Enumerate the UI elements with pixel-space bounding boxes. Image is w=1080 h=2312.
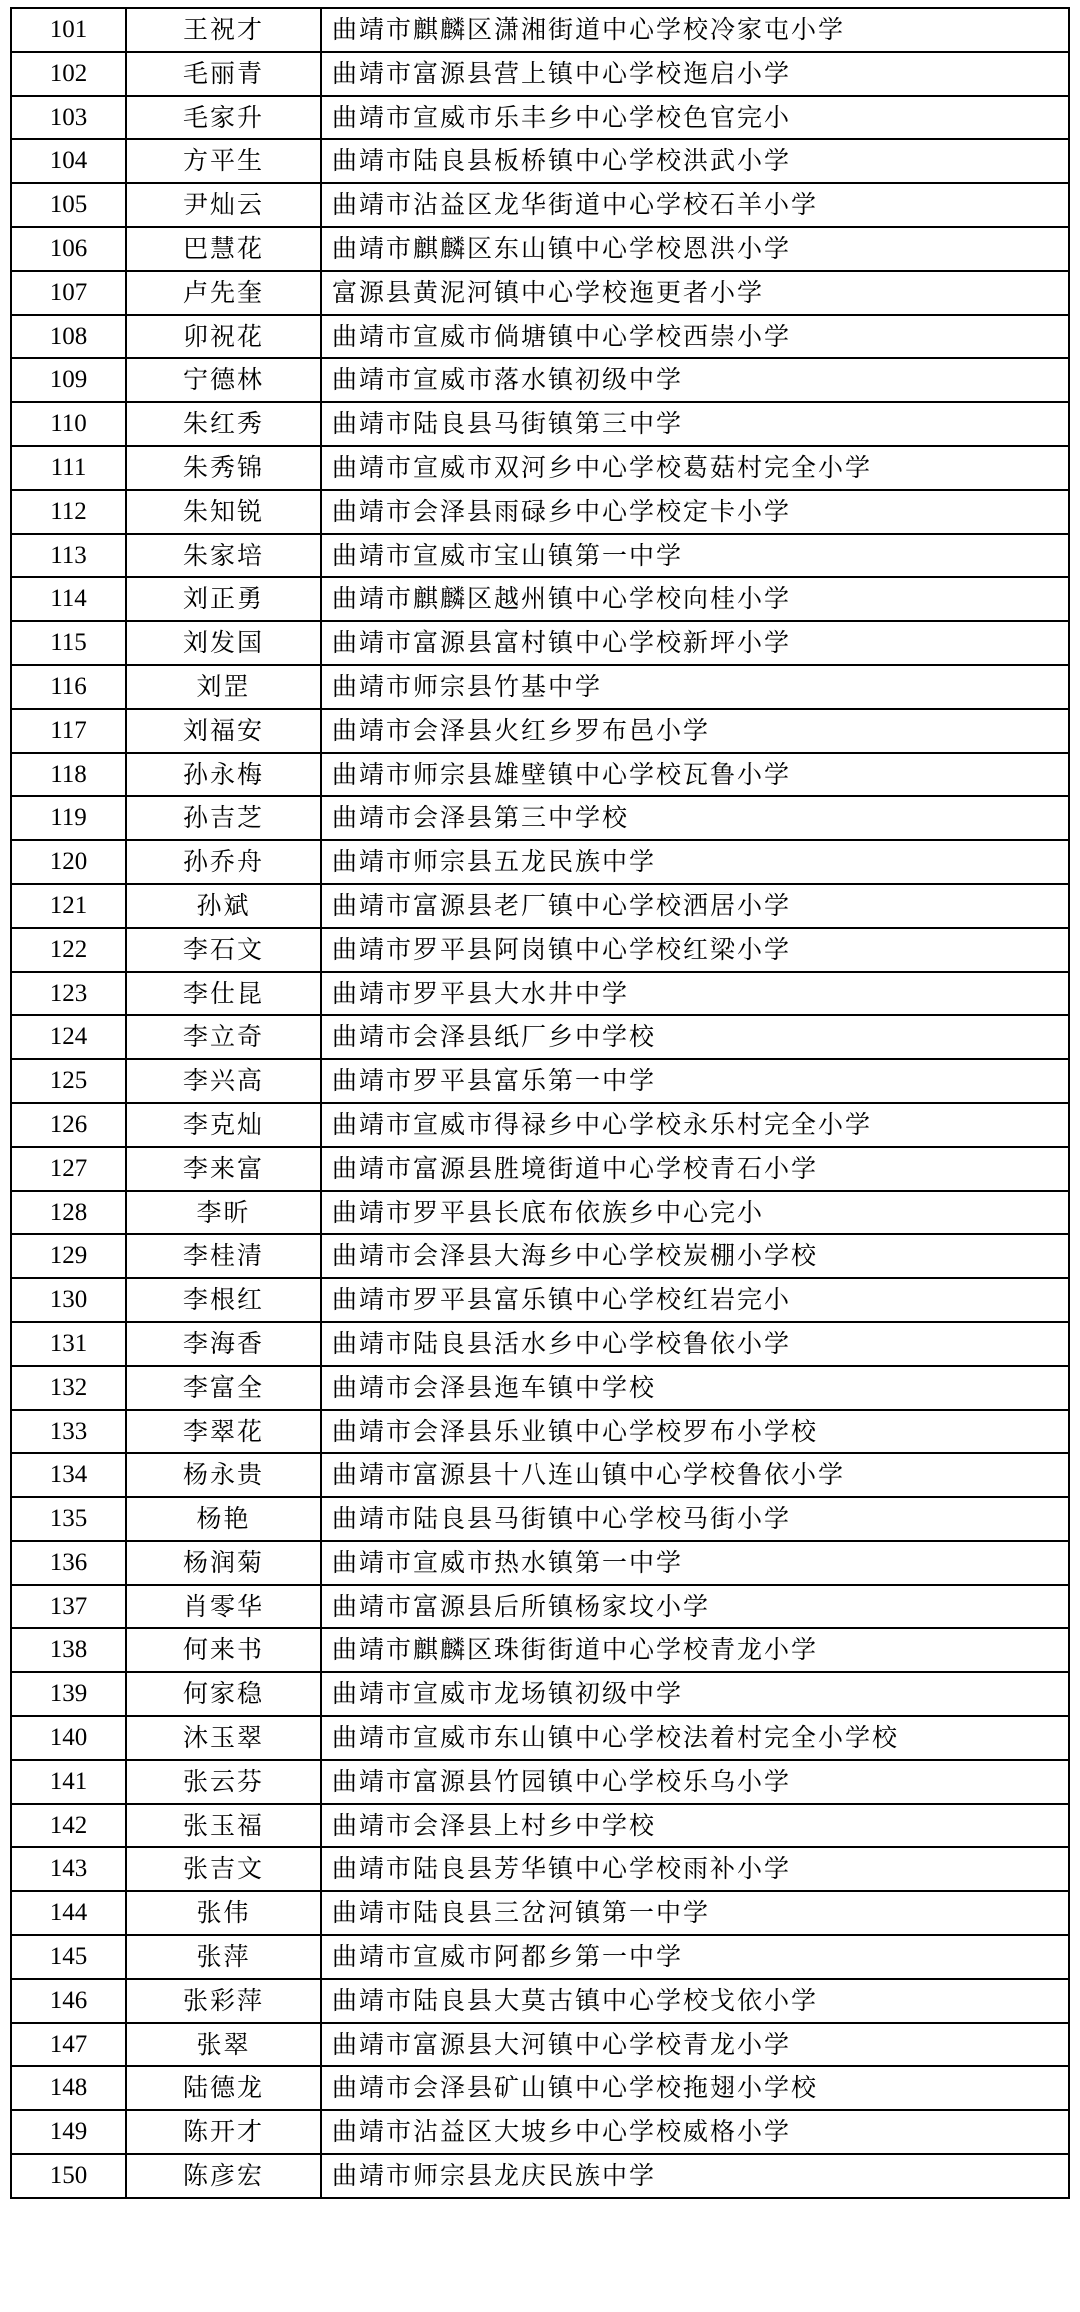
person-name: 张萍 xyxy=(126,1935,321,1979)
school-name: 曲靖市陆良县大莫古镇中心学校戈依小学 xyxy=(321,1979,1069,2023)
school-name: 富源县黄泥河镇中心学校迤更者小学 xyxy=(321,271,1069,315)
school-name: 曲靖市宣威市乐丰乡中心学校色官完小 xyxy=(321,96,1069,140)
table-row xyxy=(11,2154,1069,2198)
person-name: 何家稳 xyxy=(126,1672,321,1716)
person-name: 张伟 xyxy=(126,1891,321,1935)
row-number: 103 xyxy=(11,96,126,140)
person-name: 李翠花 xyxy=(126,1410,321,1454)
row-number: 114 xyxy=(11,577,126,621)
person-name: 张云芬 xyxy=(126,1760,321,1804)
school-name: 曲靖市富源县富村镇中心学校新坪小学 xyxy=(321,621,1069,665)
row-number: 127 xyxy=(11,1147,126,1191)
table-row xyxy=(11,2066,1069,2110)
person-name: 李富全 xyxy=(126,1366,321,1410)
table-row xyxy=(11,1891,1069,1935)
row-number: 137 xyxy=(11,1585,126,1629)
person-name: 宁德林 xyxy=(126,358,321,402)
table-row xyxy=(11,972,1069,1016)
table-row xyxy=(11,2023,1069,2067)
school-name: 曲靖市会泽县上村乡中学校 xyxy=(321,1804,1069,1848)
table-row xyxy=(11,1935,1069,1979)
row-number: 131 xyxy=(11,1322,126,1366)
table-row xyxy=(11,96,1069,140)
school-name: 曲靖市宣威市宝山镇第一中学 xyxy=(321,534,1069,578)
person-name: 毛家升 xyxy=(126,96,321,140)
row-number: 101 xyxy=(11,8,126,52)
row-number: 120 xyxy=(11,840,126,884)
table-row xyxy=(11,1453,1069,1497)
row-number: 107 xyxy=(11,271,126,315)
person-name: 李根红 xyxy=(126,1278,321,1322)
table-row xyxy=(11,183,1069,227)
table-row xyxy=(11,1410,1069,1454)
table-row xyxy=(11,2110,1069,2154)
person-name: 卯祝花 xyxy=(126,315,321,359)
table-row xyxy=(11,1191,1069,1235)
row-number: 113 xyxy=(11,534,126,578)
school-name: 曲靖市会泽县纸厂乡中学校 xyxy=(321,1015,1069,1059)
school-name: 曲靖市会泽县雨碌乡中心学校定卡小学 xyxy=(321,490,1069,534)
person-name: 卢先奎 xyxy=(126,271,321,315)
table-row xyxy=(11,358,1069,402)
school-name: 曲靖市罗平县富乐镇中心学校红岩完小 xyxy=(321,1278,1069,1322)
person-name: 张吉文 xyxy=(126,1847,321,1891)
table-row xyxy=(11,1234,1069,1278)
row-number: 110 xyxy=(11,402,126,446)
school-name: 曲靖市富源县后所镇杨家坟小学 xyxy=(321,1585,1069,1629)
row-number: 109 xyxy=(11,358,126,402)
school-name: 曲靖市师宗县五龙民族中学 xyxy=(321,840,1069,884)
person-name: 李昕 xyxy=(126,1191,321,1235)
table-row xyxy=(11,1015,1069,1059)
school-name: 曲靖市宣威市落水镇初级中学 xyxy=(321,358,1069,402)
person-name: 李海香 xyxy=(126,1322,321,1366)
school-name: 曲靖市陆良县板桥镇中心学校洪武小学 xyxy=(321,139,1069,183)
table-row xyxy=(11,709,1069,753)
row-number: 126 xyxy=(11,1103,126,1147)
table-row xyxy=(11,402,1069,446)
table-row xyxy=(11,490,1069,534)
person-name: 张翠 xyxy=(126,2023,321,2067)
row-number: 144 xyxy=(11,1891,126,1935)
person-name: 沐玉翠 xyxy=(126,1716,321,1760)
row-number: 150 xyxy=(11,2154,126,2198)
roster-table xyxy=(10,7,1070,2199)
row-number: 136 xyxy=(11,1541,126,1585)
row-number: 134 xyxy=(11,1453,126,1497)
school-name: 曲靖市会泽县第三中学校 xyxy=(321,796,1069,840)
school-name: 曲靖市沾益区龙华街道中心学校石羊小学 xyxy=(321,183,1069,227)
person-name: 李仕昆 xyxy=(126,972,321,1016)
school-name: 曲靖市陆良县马街镇第三中学 xyxy=(321,402,1069,446)
table-row xyxy=(11,884,1069,928)
row-number: 118 xyxy=(11,753,126,797)
person-name: 李来富 xyxy=(126,1147,321,1191)
school-name: 曲靖市罗平县长底布依族乡中心完小 xyxy=(321,1191,1069,1235)
row-number: 143 xyxy=(11,1847,126,1891)
row-number: 104 xyxy=(11,139,126,183)
person-name: 方平生 xyxy=(126,139,321,183)
table-row xyxy=(11,1103,1069,1147)
table-row xyxy=(11,315,1069,359)
row-number: 106 xyxy=(11,227,126,271)
table-row xyxy=(11,52,1069,96)
table-row xyxy=(11,840,1069,884)
row-number: 112 xyxy=(11,490,126,534)
school-name: 曲靖市麒麟区珠街街道中心学校青龙小学 xyxy=(321,1628,1069,1672)
school-name: 曲靖市宣威市双河乡中心学校葛菇村完全小学 xyxy=(321,446,1069,490)
person-name: 朱知锐 xyxy=(126,490,321,534)
row-number: 139 xyxy=(11,1672,126,1716)
row-number: 142 xyxy=(11,1804,126,1848)
table-row xyxy=(11,1585,1069,1629)
table-row xyxy=(11,1760,1069,1804)
school-name: 曲靖市宣威市东山镇中心学校法着村完全小学校 xyxy=(321,1716,1069,1760)
person-name: 肖零华 xyxy=(126,1585,321,1629)
school-name: 曲靖市会泽县大海乡中心学校炭棚小学校 xyxy=(321,1234,1069,1278)
person-name: 王祝才 xyxy=(126,8,321,52)
person-name: 何来书 xyxy=(126,1628,321,1672)
school-name: 曲靖市麒麟区越州镇中心学校向桂小学 xyxy=(321,577,1069,621)
roster-table-container xyxy=(10,7,1070,2199)
row-number: 148 xyxy=(11,2066,126,2110)
school-name: 曲靖市宣威市龙场镇初级中学 xyxy=(321,1672,1069,1716)
table-row xyxy=(11,1541,1069,1585)
person-name: 杨永贵 xyxy=(126,1453,321,1497)
table-row xyxy=(11,534,1069,578)
row-number: 129 xyxy=(11,1234,126,1278)
person-name: 杨润菊 xyxy=(126,1541,321,1585)
row-number: 149 xyxy=(11,2110,126,2154)
row-number: 147 xyxy=(11,2023,126,2067)
table-row xyxy=(11,1979,1069,2023)
row-number: 111 xyxy=(11,446,126,490)
table-row xyxy=(11,621,1069,665)
table-row xyxy=(11,1804,1069,1848)
school-name: 曲靖市麒麟区东山镇中心学校恩洪小学 xyxy=(321,227,1069,271)
school-name: 曲靖市罗平县阿岗镇中心学校红梁小学 xyxy=(321,928,1069,972)
person-name: 张玉福 xyxy=(126,1804,321,1848)
school-name: 曲靖市富源县大河镇中心学校青龙小学 xyxy=(321,2023,1069,2067)
person-name: 杨艳 xyxy=(126,1497,321,1541)
table-row xyxy=(11,928,1069,972)
school-name: 曲靖市富源县营上镇中心学校迤启小学 xyxy=(321,52,1069,96)
person-name: 孙乔舟 xyxy=(126,840,321,884)
school-name: 曲靖市富源县竹园镇中心学校乐乌小学 xyxy=(321,1760,1069,1804)
table-row xyxy=(11,271,1069,315)
row-number: 105 xyxy=(11,183,126,227)
school-name: 曲靖市富源县胜境街道中心学校青石小学 xyxy=(321,1147,1069,1191)
person-name: 朱秀锦 xyxy=(126,446,321,490)
row-number: 124 xyxy=(11,1015,126,1059)
table-row xyxy=(11,665,1069,709)
school-name: 曲靖市富源县十八连山镇中心学校鲁依小学 xyxy=(321,1453,1069,1497)
person-name: 李石文 xyxy=(126,928,321,972)
table-row xyxy=(11,1672,1069,1716)
school-name: 曲靖市陆良县活水乡中心学校鲁依小学 xyxy=(321,1322,1069,1366)
row-number: 132 xyxy=(11,1366,126,1410)
school-name: 曲靖市会泽县迤车镇中学校 xyxy=(321,1366,1069,1410)
school-name: 曲靖市罗平县富乐第一中学 xyxy=(321,1059,1069,1103)
roster-table-body xyxy=(11,8,1069,2198)
person-name: 刘福安 xyxy=(126,709,321,753)
row-number: 115 xyxy=(11,621,126,665)
table-row xyxy=(11,139,1069,183)
row-number: 123 xyxy=(11,972,126,1016)
school-name: 曲靖市师宗县龙庆民族中学 xyxy=(321,2154,1069,2198)
row-number: 122 xyxy=(11,928,126,972)
school-name: 曲靖市麒麟区潇湘街道中心学校冷家屯小学 xyxy=(321,8,1069,52)
person-name: 朱家培 xyxy=(126,534,321,578)
table-row xyxy=(11,1628,1069,1672)
table-row xyxy=(11,1322,1069,1366)
school-name: 曲靖市沾益区大坡乡中心学校威格小学 xyxy=(321,2110,1069,2154)
person-name: 陆德龙 xyxy=(126,2066,321,2110)
person-name: 李立奇 xyxy=(126,1015,321,1059)
school-name: 曲靖市师宗县雄壁镇中心学校瓦鲁小学 xyxy=(321,753,1069,797)
row-number: 140 xyxy=(11,1716,126,1760)
row-number: 135 xyxy=(11,1497,126,1541)
table-row xyxy=(11,1147,1069,1191)
person-name: 李桂清 xyxy=(126,1234,321,1278)
person-name: 朱红秀 xyxy=(126,402,321,446)
table-row xyxy=(11,1847,1069,1891)
person-name: 毛丽青 xyxy=(126,52,321,96)
person-name: 孙吉芝 xyxy=(126,796,321,840)
person-name: 陈开才 xyxy=(126,2110,321,2154)
person-name: 刘罡 xyxy=(126,665,321,709)
table-row xyxy=(11,446,1069,490)
person-name: 孙永梅 xyxy=(126,753,321,797)
row-number: 125 xyxy=(11,1059,126,1103)
row-number: 133 xyxy=(11,1410,126,1454)
school-name: 曲靖市陆良县三岔河镇第一中学 xyxy=(321,1891,1069,1935)
row-number: 145 xyxy=(11,1935,126,1979)
table-row xyxy=(11,753,1069,797)
school-name: 曲靖市宣威市得禄乡中心学校永乐村完全小学 xyxy=(321,1103,1069,1147)
school-name: 曲靖市陆良县芳华镇中心学校雨补小学 xyxy=(321,1847,1069,1891)
school-name: 曲靖市富源县老厂镇中心学校洒居小学 xyxy=(321,884,1069,928)
row-number: 130 xyxy=(11,1278,126,1322)
table-row xyxy=(11,1278,1069,1322)
row-number: 138 xyxy=(11,1628,126,1672)
row-number: 116 xyxy=(11,665,126,709)
row-number: 128 xyxy=(11,1191,126,1235)
row-number: 117 xyxy=(11,709,126,753)
table-row xyxy=(11,577,1069,621)
row-number: 108 xyxy=(11,315,126,359)
person-name: 孙斌 xyxy=(126,884,321,928)
school-name: 曲靖市会泽县火红乡罗布邑小学 xyxy=(321,709,1069,753)
row-number: 102 xyxy=(11,52,126,96)
person-name: 刘正勇 xyxy=(126,577,321,621)
person-name: 张彩萍 xyxy=(126,1979,321,2023)
table-row xyxy=(11,796,1069,840)
table-row xyxy=(11,1716,1069,1760)
person-name: 刘发国 xyxy=(126,621,321,665)
person-name: 巴慧花 xyxy=(126,227,321,271)
school-name: 曲靖市宣威市倘塘镇中心学校西崇小学 xyxy=(321,315,1069,359)
school-name: 曲靖市会泽县矿山镇中心学校拖翅小学校 xyxy=(321,2066,1069,2110)
row-number: 141 xyxy=(11,1760,126,1804)
row-number: 121 xyxy=(11,884,126,928)
school-name: 曲靖市会泽县乐业镇中心学校罗布小学校 xyxy=(321,1410,1069,1454)
person-name: 尹灿云 xyxy=(126,183,321,227)
table-row xyxy=(11,227,1069,271)
row-number: 119 xyxy=(11,796,126,840)
school-name: 曲靖市宣威市阿都乡第一中学 xyxy=(321,1935,1069,1979)
school-name: 曲靖市师宗县竹基中学 xyxy=(321,665,1069,709)
school-name: 曲靖市宣威市热水镇第一中学 xyxy=(321,1541,1069,1585)
table-row xyxy=(11,1366,1069,1410)
table-row xyxy=(11,1497,1069,1541)
school-name: 曲靖市陆良县马街镇中心学校马街小学 xyxy=(321,1497,1069,1541)
row-number: 146 xyxy=(11,1979,126,2023)
person-name: 李克灿 xyxy=(126,1103,321,1147)
table-row xyxy=(11,8,1069,52)
school-name: 曲靖市罗平县大水井中学 xyxy=(321,972,1069,1016)
table-row xyxy=(11,1059,1069,1103)
person-name: 陈彦宏 xyxy=(126,2154,321,2198)
person-name: 李兴高 xyxy=(126,1059,321,1103)
